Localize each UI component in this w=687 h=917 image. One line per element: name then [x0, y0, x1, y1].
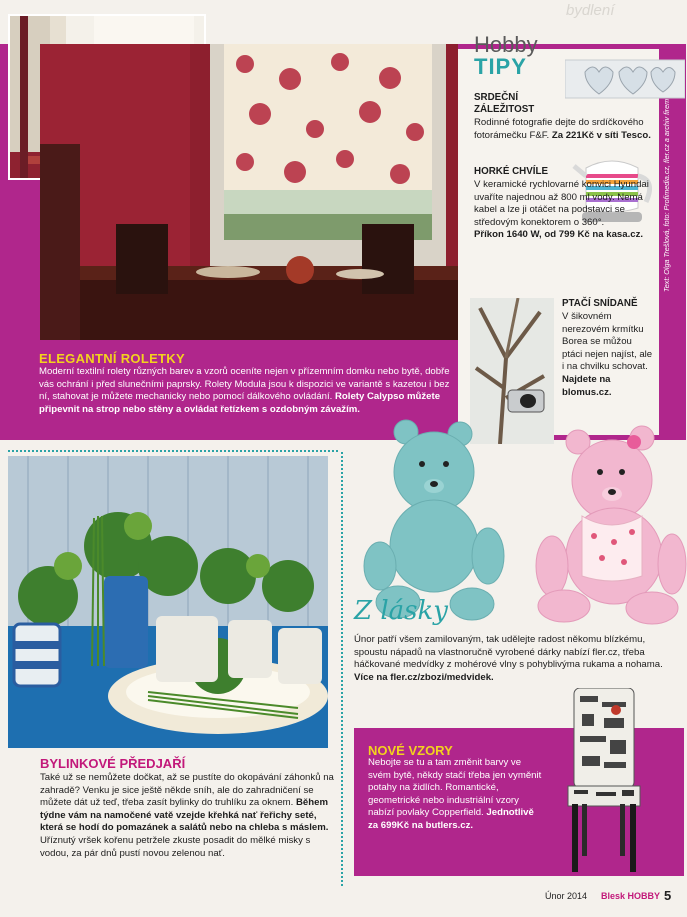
tip-ptaci-link: Najdete na blomus.cz. [562, 373, 612, 398]
teddy-bears-photo [352, 416, 687, 626]
vzory-title: NOVÉ VZORY [368, 743, 453, 758]
roletky-main-photo [40, 44, 458, 340]
vzory-text [368, 757, 546, 833]
separator-top [8, 450, 338, 452]
tipy-word: TIPY [474, 54, 527, 79]
tip-horke-text [474, 179, 652, 242]
tip-horke-title: HORKÉ CHVÍLE [474, 166, 549, 177]
roletky-body: Moderní textilní rolety různých barev a vzorů oceníte nejen v přízemním domku nebo bytě, dobře vás ochrání i před slunečními paprsky. Rolety Modula jsou k dispozici ve variantě s kazetou i bez ní, stahovat je můžete mechanicky nebo pomocí dálkového ovládání. [39, 366, 450, 403]
bylinky-body: Také už se nemůžete dočkat, až se pustíte do okopávání záhonků na zahradě? Venku je sice ještě někde sníh, ale do zahradničení se můžete dát už teď, třeba zasít bylinky do truhlíku za oknem. [40, 772, 334, 809]
chair-photo [552, 688, 652, 876]
heart-frame-photo [565, 56, 685, 102]
roletky-text [39, 366, 452, 416]
hobby-word: Hobby [474, 32, 538, 57]
bylinky-bold: Během týdne vám na namočené vatě vzejde křehká nať řeřichy seté, která se hodí do pomazánek a salátů nebo na chleba s máslem. [40, 797, 329, 834]
tip-ptaci-title: PTAČÍ SNÍDANĚ [562, 298, 638, 309]
photo-credit: Text: Olga Trešlová, foto: Profimedia.cz, fler.cz a archiv firem [662, 98, 671, 292]
tip-srdecni-text [474, 117, 654, 142]
running-head: bydlení [566, 2, 615, 19]
vzory-price: Jednotlivě za 699Kč na butlers.cz. [368, 807, 534, 831]
zlasky-link: Více na fler.cz/zbozi/medvidek. [354, 671, 494, 683]
bylinky-body2: Uříznutý vršek kořenu petržele zkuste posadit do mělké misky s vodou, za pár dnů pustí novou zelenou nať. [40, 834, 311, 859]
zlasky-title: Z lásky [354, 596, 448, 626]
zlasky-body: Únor patří všem zamilovaným, tak udělejte radost někomu blízkému, spoustu nápadů na vlastnoručně vyrobené dárky nabízí fler.cz, třeba háčkované medvídky z mohérové vlny s pohyblivýma rukama a nohama. [354, 634, 663, 671]
page-number: 5 [664, 888, 672, 903]
tip-horke-body: V keramické rychlovarné konvici Hyundai uvaříte najednou až 800 ml vody. Nemá kabel a lze ji otáčet na podstavci se středovým konektorem o 360°. [474, 179, 649, 228]
tip-horke-price: Příkon 1640 W, od 799 Kč na kasa.cz. [474, 229, 644, 241]
tip-srdecni-body: Rodinné fotografie dejte do srdíčkového fotorámečku F&F. [474, 117, 644, 141]
herbs-photo [8, 456, 328, 748]
bylinky-text [40, 772, 336, 860]
tip-srdecni-title-line2: ZÁLEŽITOST [474, 103, 535, 115]
tip-srdecni-price: Za 221Kč v síti Tesco. [551, 129, 651, 141]
separator-vertical [341, 452, 343, 886]
tip-srdecni-title-line1: SRDEČNÍ [474, 92, 519, 103]
zlasky-text [354, 634, 674, 684]
tip-srdecni-title [474, 92, 534, 115]
roletky-bold: Rolety Calypso můžete připevnit na strop nebo stěny a ovládat řetízkem s ozdobným závažím. [39, 391, 441, 415]
footer-issue: Únor 2014 [545, 891, 588, 901]
tip-ptaci-text [562, 311, 654, 399]
vzory-body: Nebojte se tu a tam změnit barvy ve svém bytě, někdy stačí třeba jen vyměnit potahy na židlích. Romantické, geometrické nebo industriální vzory nabízí povlaky Copperfield. [368, 757, 542, 819]
bylinky-title: BYLINKOVÉ PŘEDJAŘÍ [40, 756, 186, 771]
footer-magazine: Blesk HOBBY [601, 891, 661, 901]
roletky-title: ELEGANTNÍ ROLETKY [39, 351, 185, 366]
tip-ptaci-body: V šikovném nerezovém krmítku Borea se můžou ptáci nejen najíst, ale i na chvilku schovat. [562, 311, 653, 373]
